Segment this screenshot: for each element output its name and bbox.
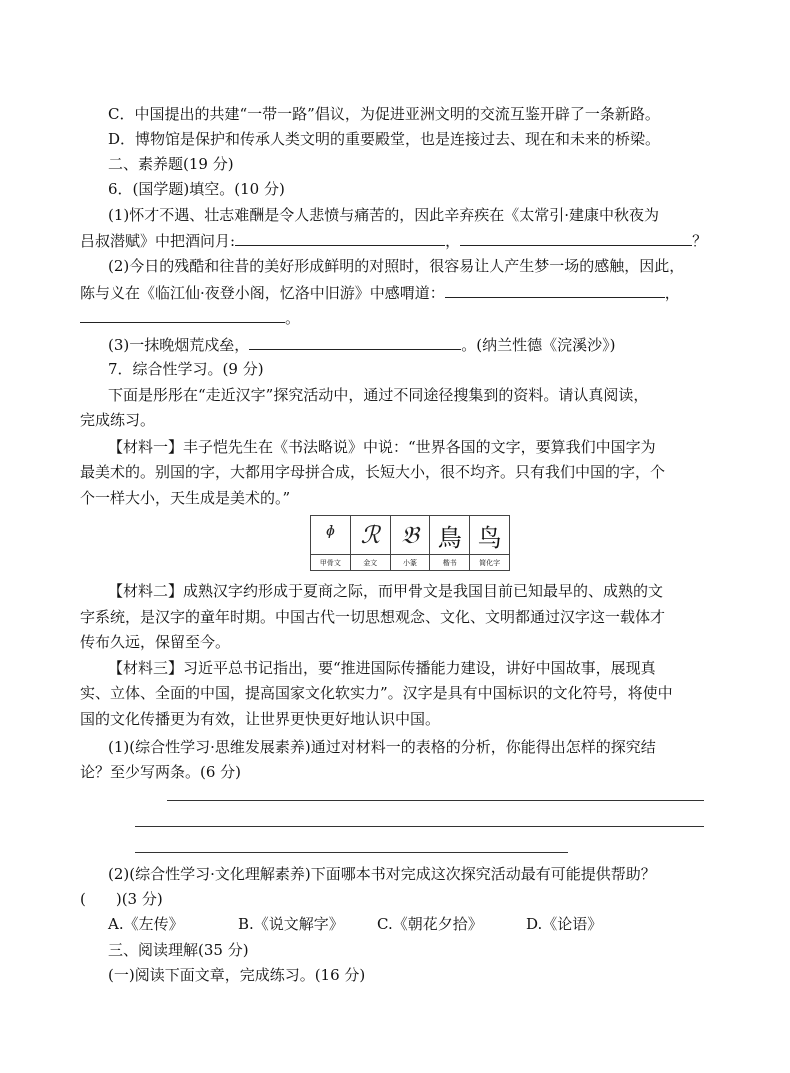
material-2-line-2: 字系统，是汉字的童年时期。中国古代一切思想观念、文化、文明都通过汉字这一载体才 — [80, 608, 666, 626]
option-c[interactable]: C.《朝花夕拾》 — [377, 915, 483, 933]
q7-1-line-2: 论？至少写两条。(6 分) — [80, 763, 242, 781]
caption-oracle-bone: 甲骨文 — [311, 555, 351, 571]
small-seal-glyph: 𝔅 — [390, 516, 430, 555]
q6-2-blank-2[interactable] — [80, 307, 285, 323]
q6-2-line-b — [80, 282, 720, 303]
material-1-line-3: 个一样大小，天生成是美术的。” — [80, 489, 291, 507]
q6-2-comma: ， — [664, 284, 680, 302]
option-a[interactable]: A.《左传》 — [108, 915, 184, 933]
material-2-line-3: 传布久远，保留至今。 — [80, 633, 231, 651]
bronze-script-glyph: ℛ — [350, 516, 390, 555]
material-1-line-1: 【材料一】丰子恺先生在《书法略说》中说：“世界各国的文字，要算我们中国字为 — [108, 438, 656, 456]
q6-1-blank-2[interactable] — [460, 230, 692, 246]
q6-1-line-a: (1)怀才不遇、壮志难酬是令人悲愤与痛苦的，因此辛弃疾在《太常引·建康中秋夜为 — [108, 206, 660, 224]
q6-3-blank[interactable] — [249, 334, 461, 350]
simplified-glyph: 鸟 — [470, 516, 510, 555]
reading-one-heading: (一)阅读下面文章，完成练习。(16 分) — [108, 966, 366, 984]
question-7-heading: 7．综合性学习。(9 分) — [108, 360, 264, 378]
q7-2-line-2: ( )(3 分) — [80, 890, 163, 908]
option-c-text: C．中国提出的共建“一带一路”倡议，为促进亚洲文明的交流互鉴开辟了一条新路。 — [108, 105, 660, 123]
section-three-heading: 三、阅读理解(35 分) — [108, 941, 249, 959]
q6-2-end-mark: 。 — [285, 309, 301, 327]
answer-line-2[interactable] — [135, 826, 704, 827]
q6-2-prompt: 陈与义在《临江仙·夜登小阁，忆洛中旧游》中感喟道： — [80, 284, 445, 302]
material-3-line-2: 实、立体、全面的中国，提高国家文化软实力”。汉字是具有中国标识的文化符号，将使中 — [80, 684, 673, 702]
option-d-text: D．博物馆是保护和传承人类文明的重要殿堂，也是连接过去、现在和未来的桥梁。 — [108, 130, 661, 148]
q6-1-comma: ， — [445, 232, 461, 250]
q6-2-line-c — [80, 307, 720, 328]
material-3-line-3: 国的文化传播更为有效，让世界更快更好地认识中国。 — [80, 710, 441, 728]
q6-1-blank-1[interactable] — [235, 230, 445, 246]
material-3-line-1: 【材料三】习近平总书记指出，要“推进国际传播能力建设，讲好中国故事，展现真 — [108, 659, 656, 677]
answer-line-3[interactable] — [135, 852, 568, 853]
section-two-heading: 二、素养题(19 分) — [108, 155, 234, 173]
caption-small-seal: 小篆 — [390, 555, 430, 571]
caption-regular: 楷书 — [430, 555, 470, 571]
q6-1-line-b — [80, 230, 720, 251]
answer-line-1[interactable] — [167, 800, 704, 801]
q7-1-line-1: (1)(综合性学习·思维发展素养)通过对材料一的表格的分析，你能得出怎样的探究结 — [108, 738, 656, 756]
caption-bronze: 金文 — [350, 555, 390, 571]
q7-2-line-1: (2)(综合性学习·文化理解素养)下面哪本书对完成这次探究活动最有可能提供帮助？ — [108, 865, 656, 883]
oracle-bone-glyph: ᶲ — [311, 516, 351, 555]
material-1-line-2: 最美术的。别国的字，大都用字母拼合成，长短大小，很不均齐。只有我们中国的字，个 — [80, 463, 666, 481]
option-b[interactable]: B.《说文解字》 — [238, 915, 344, 933]
q6-3-line — [108, 334, 748, 355]
q6-1-prompt: 吕叔潜赋》中把酒问月: — [80, 232, 236, 250]
option-d[interactable]: D.《论语》 — [526, 915, 603, 933]
caption-simplified: 简化字 — [470, 555, 510, 571]
q6-3-prompt: (3)一抹晚烟荒戍垒， — [108, 336, 250, 354]
q7-intro-line-2: 完成练习。 — [80, 411, 156, 429]
character-evolution-table — [310, 515, 510, 571]
material-2-line-1: 【材料二】成熟汉字约形成于夏商之际，而甲骨文是我国目前已知最早的、成熟的文 — [108, 582, 664, 600]
q6-3-source: 。(纳兰性德《浣溪沙》) — [461, 336, 616, 354]
q7-intro-line-1: 下面是彤彤在“走近汉字”探究活动中，通过不同途径搜集到的资料。请认真阅读， — [108, 386, 649, 404]
q6-2-line-a: (2)今日的残酷和往昔的美好形成鲜明的对照时，很容易让人产生梦一场的感触，因此， — [108, 257, 685, 275]
q6-1-end-mark: ？ — [692, 232, 708, 250]
q6-2-blank-1[interactable] — [445, 282, 665, 298]
regular-script-glyph: 鳥 — [430, 516, 470, 555]
question-6-heading: 6．(国学题)填空。(10 分) — [108, 180, 285, 198]
